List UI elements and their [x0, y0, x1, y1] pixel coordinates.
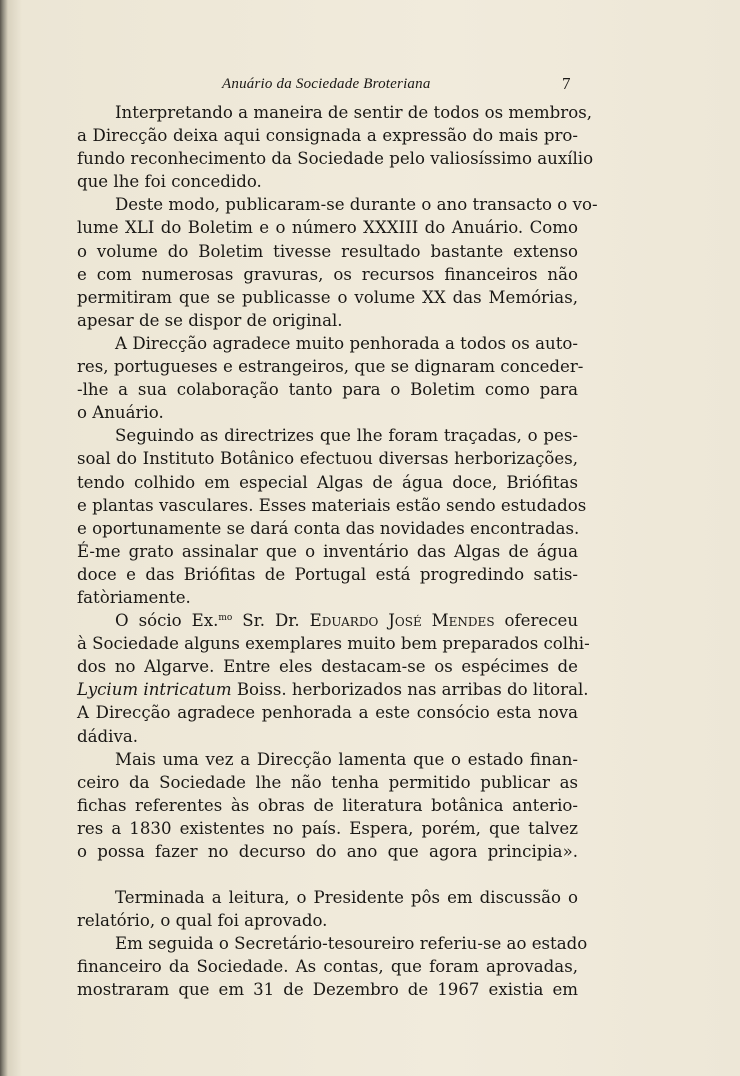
- line-text: a Direcção deixa aqui consignada a expressão do mais pro-: [77, 126, 578, 146]
- text-line: [77, 771, 578, 794]
- line-text: à Sociedade alguns exemplares muito bem preparados colhi-: [77, 634, 590, 654]
- line-text: Mais uma vez a Direcção lamenta que o estado finan-: [115, 749, 578, 769]
- text-line: [77, 494, 587, 517]
- line-text: dádiva.: [77, 726, 138, 746]
- page-header: [0, 74, 740, 98]
- line-text: fichas referentes às obras de literatura botânica anterio-: [77, 795, 578, 815]
- text-line: [77, 932, 588, 955]
- line-text: lume XLI do Boletim e o número XXXIII do Anuário. Como: [77, 218, 578, 238]
- line-text: tendo colhido em especial Algas de água doce, Briófitas: [77, 472, 578, 492]
- species-name: Lycium intricatum: [77, 680, 232, 700]
- line-text: É-me grato assinalar que o inventário das Algas de água: [77, 541, 578, 561]
- text-line: [77, 840, 578, 863]
- line-text: permitiram que se publicasse o volume XX das Memórias,: [77, 287, 578, 307]
- line-text: fatòriamente.: [77, 587, 191, 607]
- line-text: res a 1830 existentes no país. Espera, porém, que talvez: [77, 818, 578, 838]
- text-line: [77, 170, 578, 193]
- line-text: Em seguida o Secretário-tesoureiro referiu-se ao estado: [115, 934, 588, 954]
- text-line: [77, 655, 578, 678]
- line-text: ofereceu: [494, 611, 579, 631]
- line-text: res, portugueses e estrangeiros, que se dignaram conceder-: [77, 357, 584, 377]
- text-line: [77, 978, 578, 1001]
- line-text: Terminada a leitura, o Presidente pôs em discussão o: [115, 888, 578, 908]
- text-line: [77, 563, 578, 586]
- text-line: [77, 955, 578, 978]
- text-line: [77, 748, 578, 771]
- page-number: 7: [562, 74, 571, 93]
- text-line: [77, 355, 584, 378]
- text-line: [77, 286, 578, 309]
- line-text: ceiro da Sociedade lhe não tenha permitido publicar as: [77, 772, 578, 792]
- line-text: o volume do Boletim tivesse resultado bastante extenso: [77, 241, 578, 261]
- text-line: [77, 147, 594, 170]
- text-line: [77, 817, 578, 840]
- text-line: [77, 124, 578, 147]
- line-text: -lhe a sua colaboração tanto para o Boletim como para: [77, 380, 578, 400]
- running-title: Anuário da Sociedade Broteriana: [222, 76, 431, 92]
- line-text: A Direcção agradece penhorada a este consócio esta nova: [77, 703, 578, 723]
- line-text: o Anuário.: [77, 403, 164, 423]
- superscript: mo: [218, 613, 233, 624]
- line-text: Boiss. herborizados nas arribas do litoral.: [231, 680, 589, 700]
- text-line: [77, 424, 578, 447]
- text-line: [77, 632, 590, 655]
- line-text: apesar de se dispor de original.: [77, 310, 343, 330]
- person-name: Eduardo José Mendes: [309, 611, 495, 631]
- line-text: O sócio Ex.: [115, 611, 219, 631]
- line-text: Interpretando a maneira de sentir de todos os membros,: [115, 103, 592, 122]
- line-text: financeiro da Sociedade. As contas, que foram aprovadas,: [77, 957, 578, 977]
- text-line: [77, 240, 578, 263]
- line-text: relatório, o qual foi aprovado.: [77, 911, 328, 931]
- line-text: soal do Instituto Botânico efectuou diversas herborizações,: [77, 449, 578, 469]
- line-text: fundo reconhecimento da Sociedade pelo valiosíssimo auxílio: [77, 149, 594, 169]
- text-line: [77, 886, 578, 909]
- line-text: que lhe foi concedido.: [77, 172, 262, 192]
- text-line: [77, 701, 578, 724]
- line-text: o possa fazer no decurso do ano que agora principia».: [77, 842, 578, 861]
- text-line: [77, 471, 578, 494]
- text-line: [77, 101, 592, 124]
- text-line: [77, 447, 578, 470]
- text-line: [77, 332, 578, 355]
- text-line: [77, 794, 578, 817]
- text-line: [77, 309, 578, 332]
- text-line: [77, 378, 578, 401]
- paragraph-gap: [77, 863, 578, 886]
- line-text: Deste modo, publicaram-se durante o ano transacto o vo-: [115, 195, 598, 215]
- line-text: e com numerosas gravuras, os recursos financeiros não: [77, 264, 578, 284]
- text-line: [77, 725, 578, 748]
- text-line: [77, 193, 598, 216]
- line-text: A Direcção agradece muito penhorada a todos os auto-: [115, 333, 578, 353]
- text-line: [77, 609, 578, 632]
- line-text: dos no Algarve. Entre eles destacam-se os espécimes de: [77, 657, 578, 677]
- text-line: [77, 216, 578, 239]
- text-line: [77, 401, 578, 424]
- line-text: e plantas vasculares. Esses materiais estão sendo estudados: [77, 495, 587, 515]
- text-line: [77, 517, 578, 540]
- line-text: Sr. Dr.: [232, 611, 310, 631]
- line-text: e oportunamente se dará conta das novidades encontradas.: [77, 518, 580, 538]
- text-line: [77, 909, 578, 932]
- body-text: [77, 101, 598, 1002]
- line-text: doce e das Briófitas de Portugal está progredindo satis-: [77, 564, 578, 584]
- text-line: [77, 263, 578, 286]
- text-line: [77, 540, 578, 563]
- text-line: [77, 586, 578, 609]
- line-text: mostraram que em 31 de Dezembro de 1967 existia em: [77, 980, 578, 1000]
- line-text: Seguindo as directrizes que lhe foram traçadas, o pes-: [115, 426, 578, 446]
- text-line: [77, 678, 589, 701]
